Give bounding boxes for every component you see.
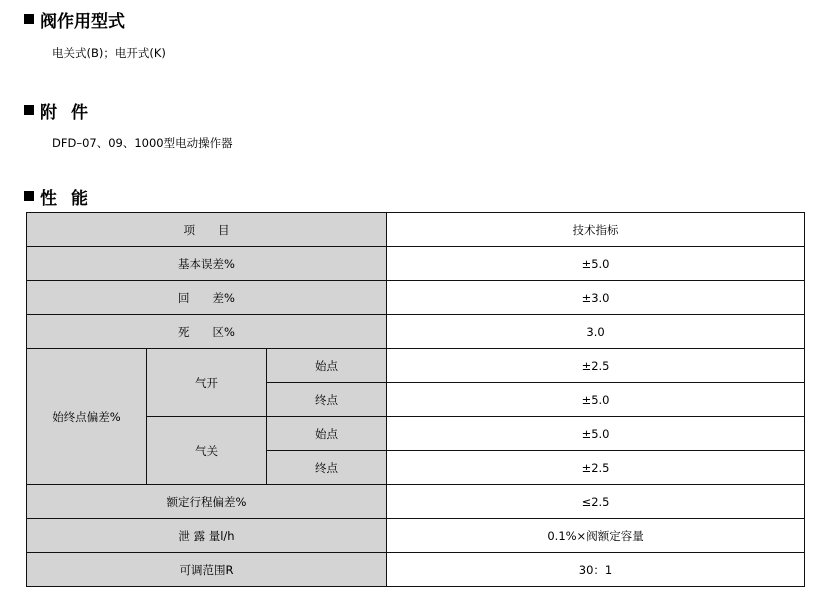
performance-table	[26, 212, 805, 587]
section-heading-performance	[24, 184, 102, 208]
table-header-spec: 技术指标	[387, 213, 805, 247]
basic-error-label: 基本误差%	[27, 247, 387, 281]
square-bullet-icon	[24, 105, 34, 115]
table-row	[27, 315, 805, 349]
square-bullet-icon	[24, 191, 34, 201]
rated-stroke-label: 额定行程偏差%	[27, 485, 387, 519]
square-bullet-icon	[24, 14, 34, 24]
air-close-label: 气关	[147, 417, 267, 485]
air-open-start-label: 始点	[267, 349, 387, 383]
table-row	[27, 247, 805, 281]
section-heading-valve-action	[24, 7, 125, 31]
hysteresis-label: 回 差%	[27, 281, 387, 315]
leakage-label: 泄 露 量l/h	[27, 519, 387, 553]
air-close-end-value: ±2.5	[387, 451, 805, 485]
hysteresis-value: ±3.0	[387, 281, 805, 315]
air-open-start-value: ±2.5	[387, 349, 805, 383]
dead-band-label: 死 区%	[27, 315, 387, 349]
leakage-value: 0.1%×阀额定容量	[387, 519, 805, 553]
table-row	[27, 349, 805, 383]
basic-error-value: ±5.0	[387, 247, 805, 281]
section-text-accessories: DFD–07、09、1000型电动操作器	[52, 136, 233, 150]
table-row	[27, 485, 805, 519]
air-open-end-value: ±5.0	[387, 383, 805, 417]
air-close-end-label: 终点	[267, 451, 387, 485]
section-title-valve-action: 阀作用型式	[40, 11, 125, 32]
dead-band-value: 3.0	[387, 315, 805, 349]
table-row	[27, 553, 805, 587]
rangeability-value: 30：1	[387, 553, 805, 587]
endpoint-deviation-label: 始终点偏差%	[27, 349, 147, 485]
rated-stroke-value: ≤2.5	[387, 485, 805, 519]
rangeability-label: 可调范围R	[27, 553, 387, 587]
air-open-label: 气开	[147, 349, 267, 417]
air-close-start-label: 始点	[267, 417, 387, 451]
air-open-end-label: 终点	[267, 383, 387, 417]
section-heading-accessories	[24, 98, 102, 122]
table-header-item: 项 目	[27, 213, 387, 247]
section-title-accessories: 附件	[40, 102, 102, 123]
air-close-start-value: ±5.0	[387, 417, 805, 451]
table-row	[27, 519, 805, 553]
table-row	[27, 281, 805, 315]
section-text-valve-action: 电关式(B)；电开式(K)	[52, 46, 166, 60]
table-row	[27, 213, 805, 247]
section-title-performance: 性能	[40, 188, 102, 209]
